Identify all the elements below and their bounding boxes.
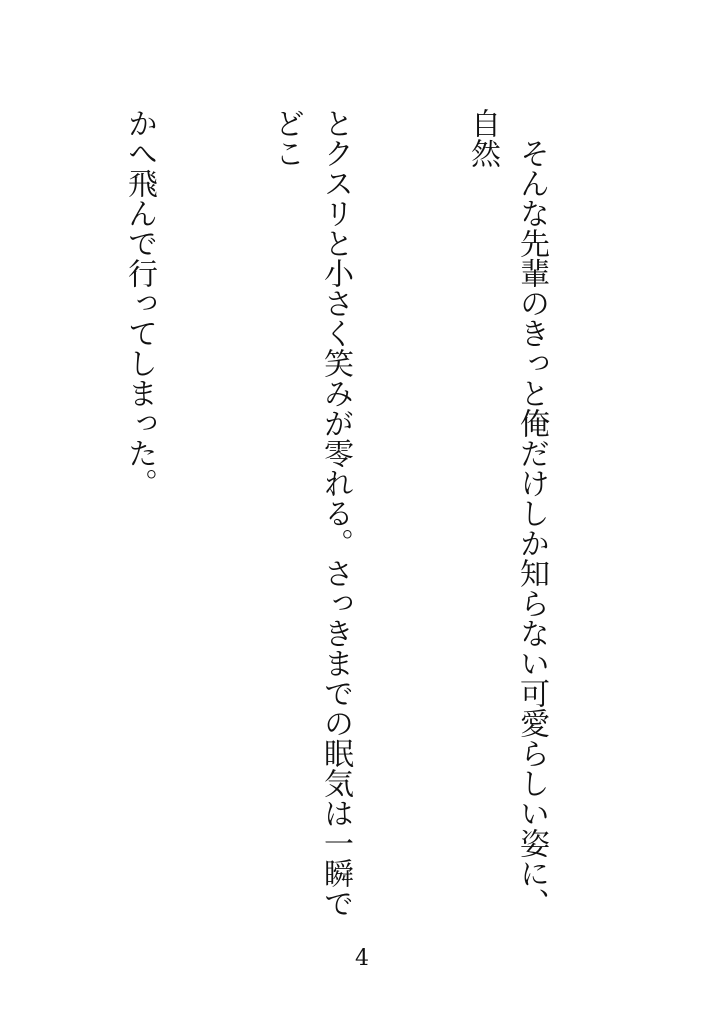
text-line: とクスリと小さく笑みが零れる。さっきまでの眠気は一瞬でどこ [269,108,353,918]
page-number: 4 [355,946,369,971]
body-text [74,108,654,944]
text-line: そんな先輩のきっと俺だけしか知らない可愛らしい姿に、自然 [465,108,549,918]
text-line: かへ飛んで行ってしまった。 [122,108,157,498]
